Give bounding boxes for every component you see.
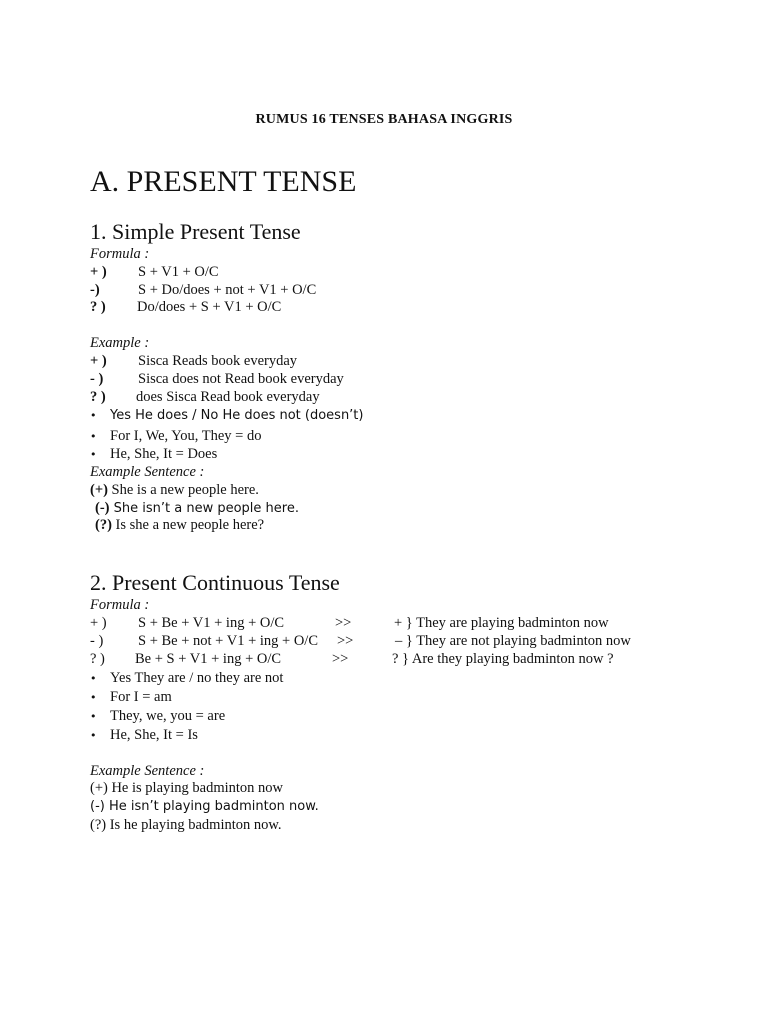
example-sign: - ): [90, 371, 104, 387]
formula-sign: + ): [90, 264, 107, 280]
document-title: RUMUS 16 TENSES BAHASA INGGRIS: [255, 112, 513, 127]
bullet-icon: •: [90, 729, 97, 742]
example-sign: ? ): [90, 389, 106, 405]
formula-text: Be + S + V1 + ing + O/C: [135, 651, 282, 667]
example-sentence: (-) She isn’t a new people here.: [95, 500, 299, 516]
example-sentence: (?) Is she a new people here?: [95, 517, 265, 533]
example-label: Example :: [90, 335, 150, 351]
list-item: • He, She, It = Is: [90, 727, 198, 743]
list-item: • Yes They are / no they are not: [90, 670, 284, 686]
formula-result: + } They are playing badminton now: [394, 615, 609, 631]
bullet-icon: •: [90, 448, 97, 461]
formula-arrow: >>: [335, 615, 352, 631]
example-sentence-label: Example Sentence :: [90, 763, 205, 779]
bullet-icon: •: [90, 430, 97, 443]
list-item: • They, we, you = are: [90, 708, 226, 724]
formula-text: S + Be + not + V1 + ing + O/C: [138, 633, 318, 649]
formula-arrow: >>: [332, 651, 349, 667]
present-continuous-heading: 2. Present Continuous Tense: [90, 570, 340, 595]
example-sentence: (+) She is a new people here.: [90, 482, 259, 498]
formula-sign: ? ): [90, 651, 105, 667]
formula-sign: -): [90, 282, 100, 298]
formula-sign: ? ): [90, 299, 106, 315]
bullet-icon: •: [90, 710, 97, 723]
section-heading: A. PRESENT TENSE: [90, 165, 357, 198]
formula-text: Do/does + S + V1 + O/C: [137, 299, 282, 315]
bullet-icon: •: [90, 691, 97, 704]
example-sentence: (-) He isn’t playing badminton now.: [90, 799, 319, 814]
formula-label: Formula :: [90, 246, 150, 262]
formula-text: S + V1 + O/C: [138, 264, 219, 280]
list-item: • For I = am: [90, 689, 172, 705]
list-item: • He, She, It = Does: [90, 446, 218, 462]
bullet-icon: •: [90, 672, 97, 685]
example-sentence: (+) He is playing badminton now: [90, 780, 284, 796]
formula-label: Formula :: [90, 597, 150, 613]
example-sentence-label: Example Sentence :: [90, 464, 205, 480]
example-sentence: (?) Is he playing badminton now.: [90, 817, 282, 833]
example-text: Sisca Reads book everyday: [138, 353, 298, 369]
formula-result: ? } Are they playing badminton now ?: [392, 651, 614, 667]
list-item: • For I, We, You, They = do: [90, 428, 262, 444]
formula-arrow: >>: [337, 633, 354, 649]
formula-sign: - ): [90, 633, 104, 649]
formula-text: S + Be + V1 + ing + O/C: [138, 615, 285, 631]
example-text: does Sisca Read book everyday: [136, 389, 320, 405]
formula-result: – } They are not playing badminton now: [395, 633, 631, 649]
formula-text: S + Do/does + not + V1 + O/C: [138, 282, 317, 298]
bullet-icon: •: [90, 409, 97, 422]
simple-present-heading: 1. Simple Present Tense: [90, 219, 301, 244]
example-text: Sisca does not Read book everyday: [138, 371, 344, 387]
list-item: • Yes He does / No He does not (doesn’t): [90, 408, 364, 423]
formula-sign: + ): [90, 615, 107, 631]
example-sign: + ): [90, 353, 107, 369]
